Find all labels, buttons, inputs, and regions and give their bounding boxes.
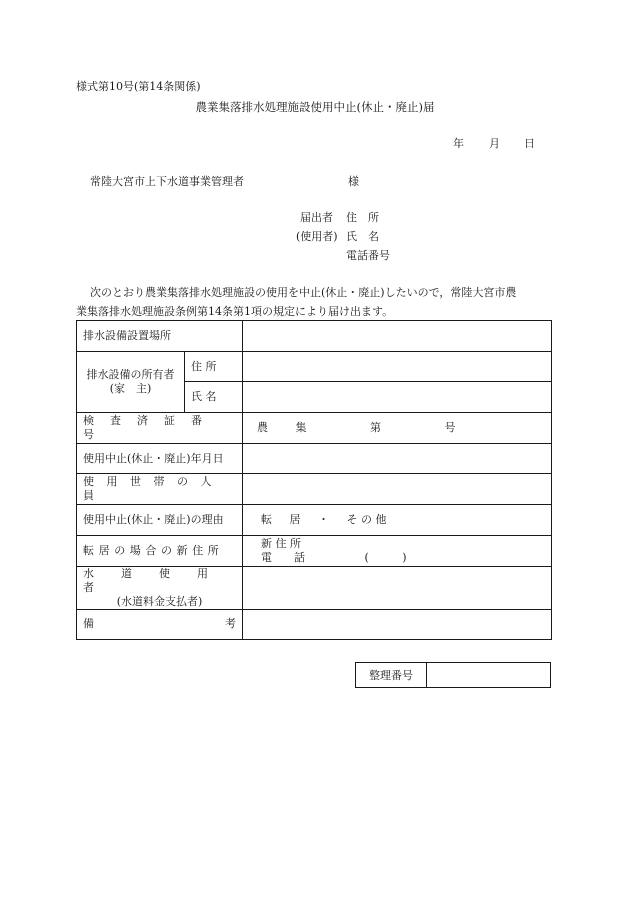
remarks-field[interactable]: [243, 609, 552, 640]
table-row: [77, 413, 552, 444]
household-label: 使用世帯の人員: [77, 474, 243, 505]
reason-label: 使用中止(休止・廃止)の理由: [77, 505, 243, 536]
notification-table: [76, 320, 552, 640]
table-row: [77, 321, 552, 352]
addressee: 常陸大宮市上下水道事業管理者: [90, 175, 244, 188]
inspection-field[interactable]: 農 集 第 号: [243, 413, 552, 444]
notifier-name-label: 氏 名: [346, 230, 379, 243]
new-address-label: 転居の場合の新住所: [77, 535, 243, 566]
owner-label: 排水設備の所有者 (家 主): [77, 351, 185, 412]
table-row: [77, 505, 552, 536]
date-year-label: 年: [453, 137, 464, 150]
reference-number-field[interactable]: [427, 663, 550, 687]
statement-line-2: 業集落排水処理施設条例第14条第1項の規定により届け出ます。: [76, 305, 394, 318]
owner-name-label: 氏 名: [185, 382, 243, 413]
new-address-field[interactable]: 新 住 所 電 話 ( ): [243, 535, 552, 566]
table-row: [77, 535, 552, 566]
stop-date-label: 使用中止(休止・廃止)年月日: [77, 443, 243, 474]
drain-location-label: 排水設備設置場所: [77, 321, 243, 352]
remarks-label: 備 考: [77, 609, 243, 640]
table-row: [77, 566, 552, 609]
water-user-field[interactable]: [243, 566, 552, 609]
statement-line-1: 次のとおり農業集落排水処理施設の使用を中止(休止・廃止)したいので，常陸大宮市農: [90, 286, 517, 299]
stop-date-field[interactable]: [243, 443, 552, 474]
reference-number-box: [355, 662, 551, 688]
form-title: 農業集落排水処理施設使用中止(休止・廃止)届: [195, 100, 435, 114]
notifier-user-label: (使用者): [296, 230, 338, 243]
owner-address-label: 住 所: [185, 351, 243, 382]
household-field[interactable]: [243, 474, 552, 505]
honorific: 様: [348, 175, 359, 188]
drain-location-field[interactable]: [243, 321, 552, 352]
notifier-label: 届出者: [300, 211, 333, 224]
notifier-phone-label: 電話番号: [346, 249, 390, 262]
water-user-label: 水道使用者 (水道料金支払者): [77, 566, 243, 609]
table-row: [77, 351, 552, 382]
form-number: 様式第10号(第14条関係): [76, 80, 201, 93]
owner-name-field[interactable]: [243, 382, 552, 413]
notifier-address-label: 住 所: [346, 211, 379, 224]
table-row: [77, 609, 552, 640]
date-day-label: 日: [524, 137, 535, 150]
inspection-label: 検査済証番号: [77, 413, 243, 444]
table-row: [77, 443, 552, 474]
date-month-label: 月: [489, 137, 500, 150]
table-row: [77, 474, 552, 505]
reference-number-label: 整理番号: [356, 663, 427, 687]
owner-address-field[interactable]: [243, 351, 552, 382]
reason-field[interactable]: 転 居 ・ そ の 他: [243, 505, 552, 536]
